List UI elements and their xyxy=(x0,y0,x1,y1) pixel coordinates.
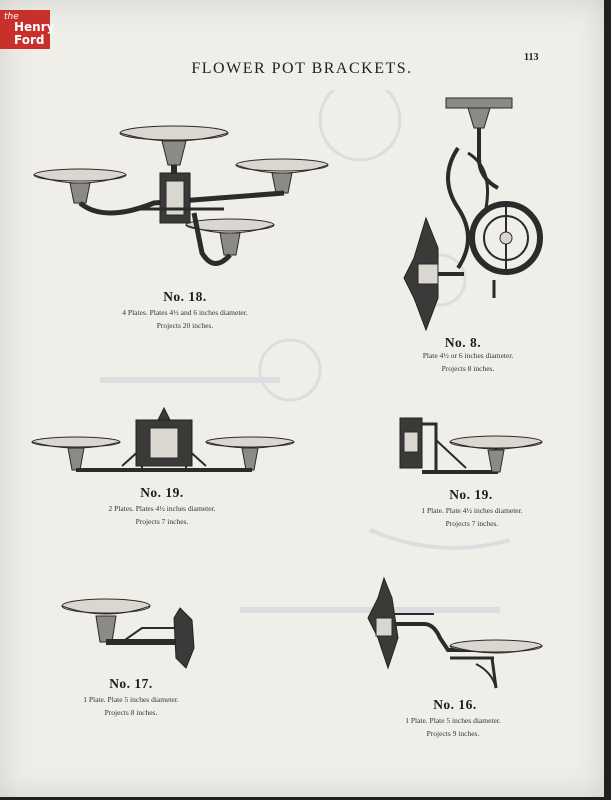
henry-ford-logo: the Henry Ford xyxy=(0,10,50,49)
bracket-no19-two-plate-illustration xyxy=(32,408,296,482)
item-description-18: 4 Plates. Plates 4½ and 6 inches diameter. Projects 20 inches. xyxy=(122,308,248,330)
page-edge-shadow xyxy=(604,0,611,800)
item-number-16: No. 16. xyxy=(433,697,477,712)
bracket-no8-illustration xyxy=(398,98,548,330)
item-number-8: No. 8. xyxy=(444,335,482,350)
bracket-no19-one-plate-illustration xyxy=(396,410,544,482)
page-title: FLOWER POT BRACKETS. xyxy=(191,60,413,77)
item-number-18: No. 18. xyxy=(163,289,207,304)
item-description-19b: 1 Plate. Plate 4½ inches diameter. Projects 7 inches. xyxy=(421,506,523,528)
bracket-no16-illustration xyxy=(364,578,544,692)
item-description-17: 1 Plate. Plate 5 inches diameter. Projects 8 inches. xyxy=(83,695,179,717)
page-number: 113 xyxy=(524,52,539,63)
item-description-16: 1 Plate. Plate 5 inches diameter. Projects 9 inches. xyxy=(405,716,501,738)
item-description-19a: 2 Plates. Plates 4½ inches diameter. Projects 7 inches. xyxy=(108,504,216,526)
item-number-17: No. 17. xyxy=(109,676,153,691)
bracket-no17-illustration xyxy=(62,598,198,670)
item-number-19b: No. 19. xyxy=(449,487,493,502)
item-description-8: Plate 4½ or 6 inches diameter. Projects 8 inches. xyxy=(422,351,514,373)
item-number-19a: No. 19. xyxy=(140,485,184,500)
bracket-no18-illustration xyxy=(34,123,329,283)
